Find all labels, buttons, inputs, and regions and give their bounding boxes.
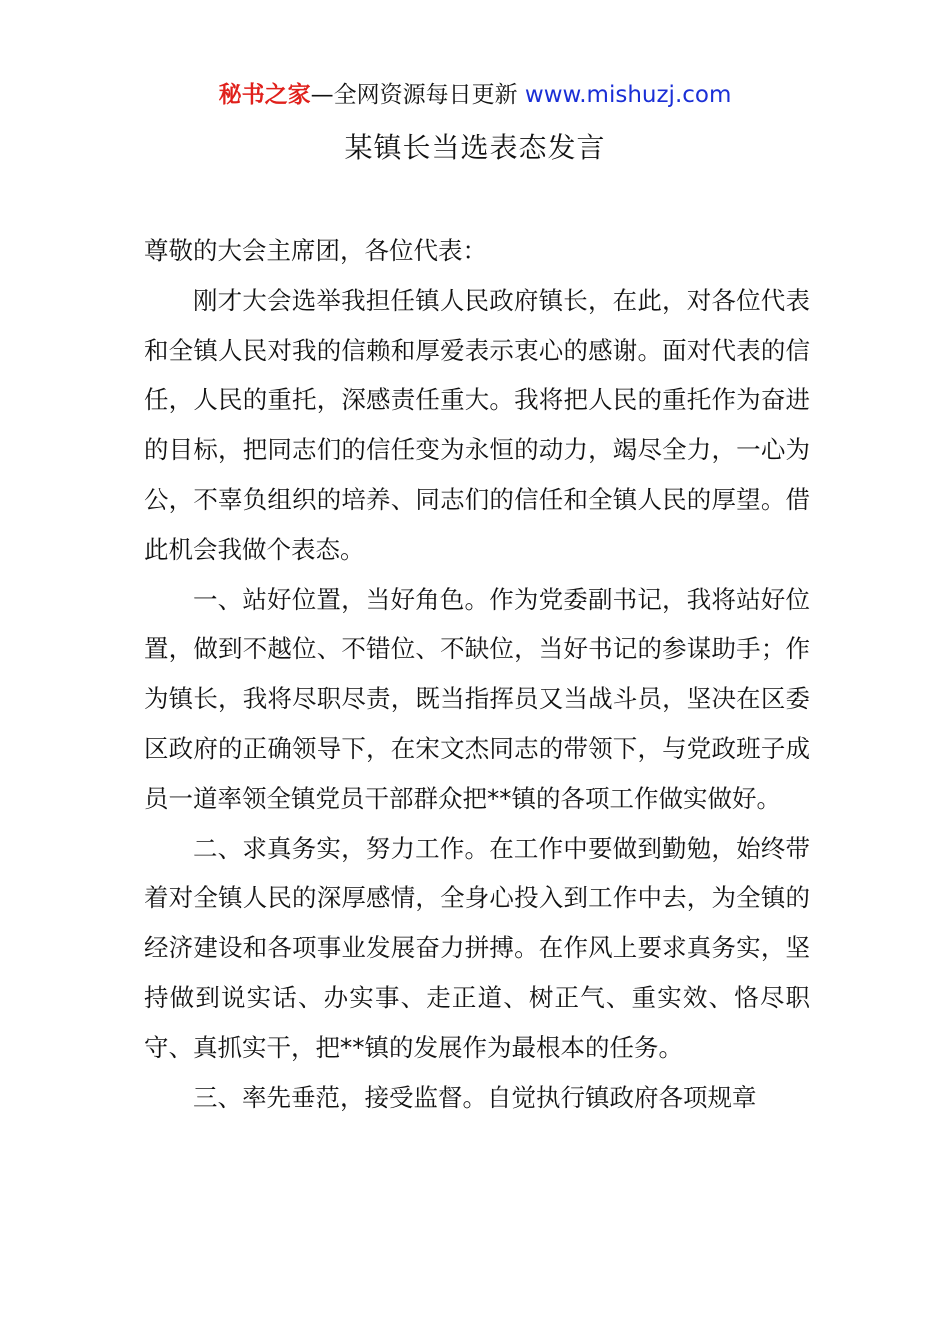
paragraph: 刚才大会选举我担任镇人民政府镇长，在此，对各位代表和全镇人民对我的信赖和厚爱表示衷心的感谢。面对代表的信任，人民的重托，深感责任重大。我将把人民的重托作为奋进的目标，把同志们的信任变为永恒的动力，竭尽全力，一心为公，不辜负组织的培养、同志们的信任和全镇人民的厚望。借此机会我做个表态。 <box>144 285 810 564</box>
site-url-link[interactable]: www.mishuzj.com <box>524 82 732 108</box>
paragraph: 二、求真务实，努力工作。在工作中要做到勤勉，始终带着对全镇人民的深厚感情，全身心投入到工作中去，为全镇的经济建设和各项事业发展奋力拼搏。在作风上要求真务实，坚持做到说实话、办实事、走正道、树正气、重实效、恪尽职守、真抓实干，把**镇的发展作为最根本的任务。 <box>144 833 810 1062</box>
paragraph: 一、站好位置，当好角色。作为党委副书记，我将站好位置，做到不越位、不错位、不缺位，当好书记的参谋助手；作为镇长，我将尽职尽责，既当指挥员又当战斗员，坚决在区委区政府的正确领导下，在宋文杰同志的带领下，与党政班子成员一道率领全镇党员干部群众把**镇的各项工作做实做好。 <box>144 584 810 813</box>
document-title: 某镇长当选表态发言 <box>344 131 606 164</box>
site-header <box>0 78 950 112</box>
site-brand: 秘书之家 <box>218 82 311 108</box>
site-tagline: —全网资源每日更新 <box>310 82 525 108</box>
salutation: 尊敬的大会主席团，各位代表： <box>144 236 487 265</box>
paragraph: 三、率先垂范，接受监督。自觉执行镇政府各项规章 <box>193 1082 757 1112</box>
document-body <box>144 226 810 1122</box>
